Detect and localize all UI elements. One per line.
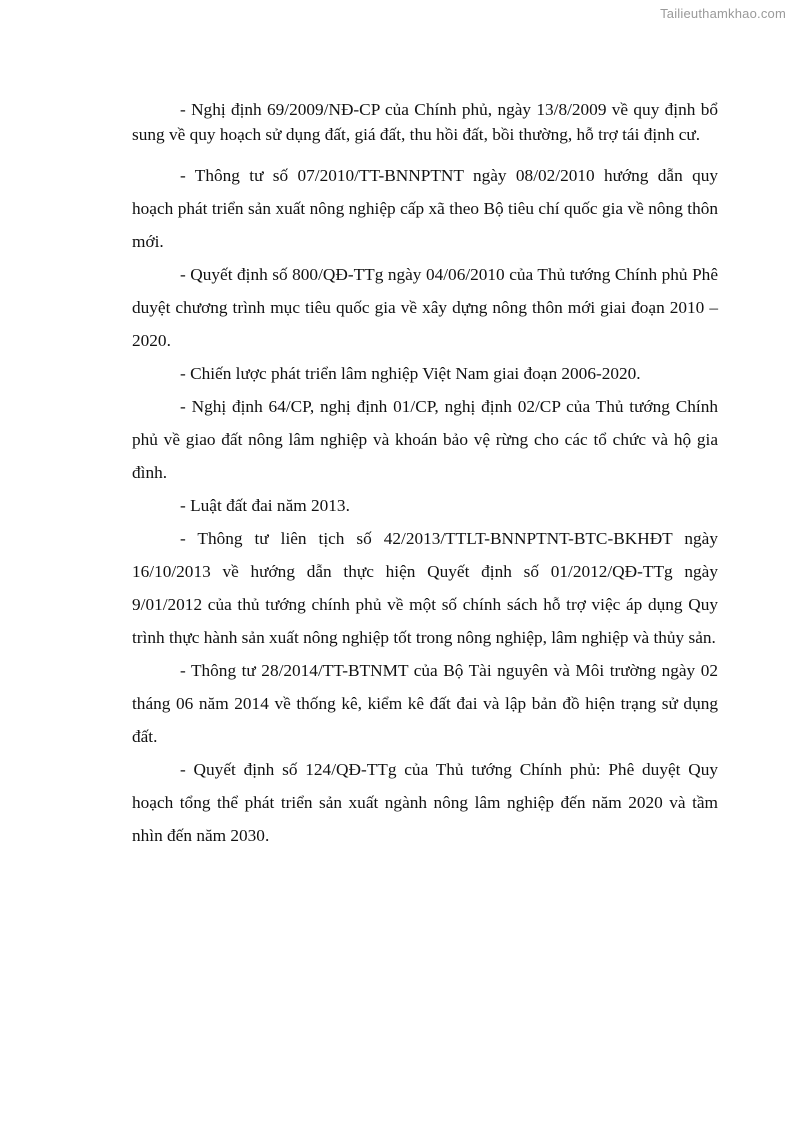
document-body [132, 97, 718, 852]
paragraph-decree-69: - Nghị định 69/2009/NĐ-CP của Chính phủ, ngày 13/8/2009 về quy định bổ sung về quy hoạch sử dụng đất, giá đất, thu hồi đất, bồi thường, hỗ trợ tái định cư. [132, 100, 718, 144]
paragraph-joint-circular-42: - Thông tư liên tịch số 42/2013/TTLT-BNNPTNT-BTC-BKHĐT ngày 16/10/2013 về hướng dẫn thực hiện Quyết định số 01/2012/QĐ-TTg ngày 9/01/2012 của thủ tướng chính phủ về một số chính sách hỗ trợ việc áp dụng Quy trình thực hành sản xuất nông nghiệp tốt trong nông nghiệp, lâm nghiệp và thủy sản. [132, 529, 718, 647]
paragraph-circular-07: - Thông tư số 07/2010/TT-BNNPTNT ngày 08/02/2010 hướng dẫn quy hoạch phát triển sản xuất nông nghiệp cấp xã theo Bộ tiêu chí quốc gia về nông thôn mới. [132, 166, 718, 251]
paragraph-forestry-strategy: - Chiến lược phát triển lâm nghiệp Việt Nam giai đoạn 2006-2020. [180, 364, 641, 383]
paragraph-circular-28: - Thông tư 28/2014/TT-BTNMT của Bộ Tài nguyên và Môi trường ngày 02 tháng 06 năm 2014 về thống kê, kiểm kê đất đai và lập bản đồ hiện trạng sử dụng đất. [132, 661, 718, 746]
paragraph-decision-800: - Quyết định số 800/QĐ-TTg ngày 04/06/2010 của Thủ tướng Chính phủ Phê duyệt chương trình mục tiêu quốc gia về xây dựng nông thôn mới giai đoạn 2010 – 2020. [132, 265, 718, 350]
watermark: Tailieuthamkhao.com [660, 6, 786, 21]
paragraph-decision-124: - Quyết định số 124/QĐ-TTg của Thủ tướng Chính phủ: Phê duyệt Quy hoạch tổng thể phát triển sản xuất ngành nông lâm nghiệp đến năm 2020 và tầm nhìn đến năm 2030. [132, 760, 718, 845]
paragraph-land-law-2013: - Luật đất đai năm 2013. [180, 496, 350, 515]
paragraph-decree-64: - Nghị định 64/CP, nghị định 01/CP, nghị định 02/CP của Thủ tướng Chính phủ về giao đất nông lâm nghiệp và khoán bảo vệ rừng cho các tổ chức và hộ gia đình. [132, 397, 718, 482]
